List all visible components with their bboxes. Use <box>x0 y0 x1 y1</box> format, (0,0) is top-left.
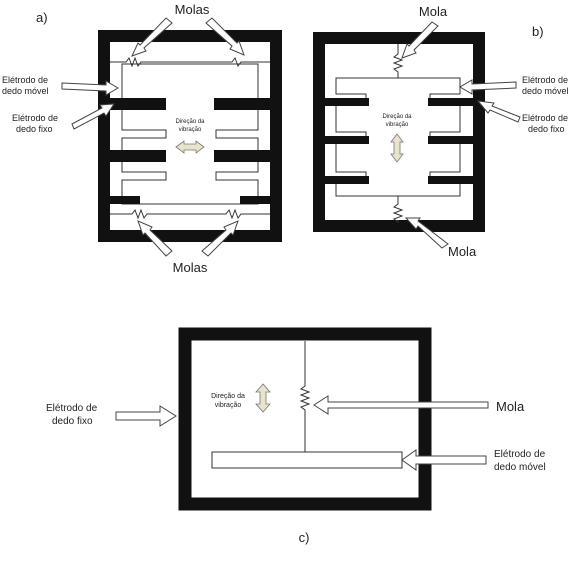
panel-b-fixed-line2: dedo fixo <box>528 124 565 134</box>
panel-a-fixed-line2: dedo fixo <box>16 124 53 134</box>
panel-b-bottom-spring <box>394 196 402 222</box>
panel-a-fixed-line1: Elétrodo de <box>12 113 59 123</box>
panel-a <box>2 2 276 275</box>
panel-a-vibration-line1: Direção da <box>175 119 205 125</box>
panel-c-vibration-line1: Direção da <box>211 393 245 400</box>
panel-c-mola: Mola <box>496 399 525 414</box>
panel-a-arrow-moving <box>62 81 118 95</box>
panel-b <box>319 4 569 259</box>
panel-c-letter: c) <box>298 530 310 545</box>
panel-b-moving-line2: dedo móvel <box>522 86 569 96</box>
panel-b-mola-bottom: Mola <box>448 244 477 259</box>
panel-b-arrow-moving <box>460 80 516 94</box>
panel-c-arrow-mola <box>314 396 488 414</box>
panel-c-fixed-line2: dedo fixo <box>52 416 93 427</box>
panel-b-moving-line1: Elétrodo de <box>522 75 569 85</box>
panel-b-letter: b) <box>532 24 544 39</box>
panel-c-vibration-line2: vibração <box>214 402 242 409</box>
panel-a-moving-line1: Elétrodo de <box>2 75 49 85</box>
panel-a-letter: a) <box>36 10 48 25</box>
panel-c-moving-line2: dedo móvel <box>494 462 546 473</box>
panel-c-moving-line1: Elétrodo de <box>494 449 546 460</box>
panel-c <box>46 334 546 545</box>
panel-b-mola-top: Mola <box>418 4 448 19</box>
panel-c-spring <box>301 341 309 452</box>
panel-c-fixed-line1: Elétrodo de <box>46 403 98 414</box>
panel-a-molas-top: Molas <box>174 2 210 17</box>
panel-b-fixed-line1: Elétrodo de <box>522 113 569 123</box>
panel-a-bottom-springs <box>110 210 270 218</box>
panel-b-vibration-line2: vibração <box>385 122 409 128</box>
panel-a-vibration-line2: vibração <box>178 127 202 133</box>
panel-b-vibration-line1: Direção da <box>382 114 412 120</box>
panel-a-moving-mass <box>122 64 258 204</box>
panel-a-moving-line2: dedo móvel <box>2 86 49 96</box>
panel-b-top-spring <box>394 44 402 78</box>
panel-c-arrow-fixed <box>116 406 176 426</box>
panel-c-arrow-moving <box>402 450 486 470</box>
panel-c-moving-electrode <box>212 452 402 468</box>
panel-c-vibration-arrow <box>256 384 270 412</box>
panel-a-molas-bottom: Molas <box>172 260 208 275</box>
